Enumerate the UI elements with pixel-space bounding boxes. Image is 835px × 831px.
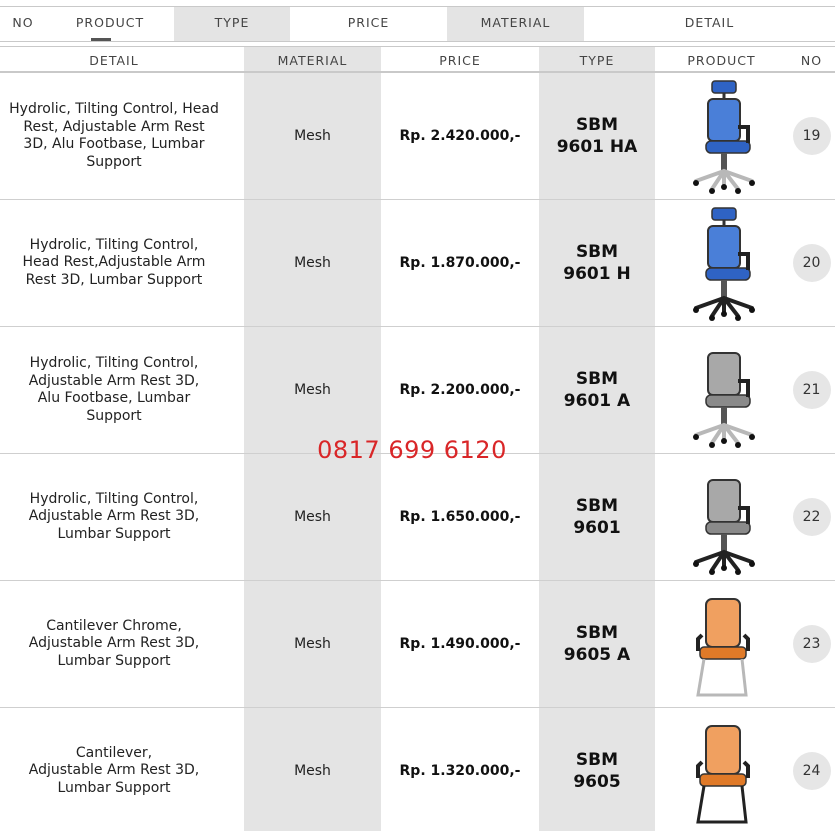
chair-caster (693, 434, 699, 440)
no-cell (788, 200, 835, 326)
detail-cell (0, 73, 228, 199)
header-type: TYPE (579, 53, 615, 68)
material-cell: Mesh (294, 382, 331, 398)
chair-caster (693, 307, 699, 313)
type-line: 9605 A (563, 645, 631, 665)
chair-gas-lift (721, 534, 727, 552)
detail-line: Cantilever, (75, 744, 153, 761)
chair-caster (735, 442, 741, 448)
no-cell (788, 581, 835, 707)
type-cell (539, 73, 655, 199)
type-cell (539, 708, 655, 831)
row-number-badge: 23 (793, 625, 831, 663)
header-divider-mark (91, 38, 111, 41)
top-header-product: PRODUCT (75, 15, 145, 30)
type-line: SBM (575, 369, 619, 389)
chair-caster (709, 442, 715, 448)
chair-seat (706, 395, 750, 407)
type-line: 9601 H (563, 264, 631, 284)
header-no: NO (800, 53, 823, 68)
price-cell: Rp. 1.490.000,- (399, 636, 521, 652)
product-image-cell (655, 327, 788, 453)
chair-caster (749, 180, 755, 186)
material-cell: Mesh (294, 763, 331, 779)
type-line: SBM (575, 750, 619, 770)
detail-line: Head Rest,Adjustable Arm (22, 254, 206, 271)
office-chair-image (682, 585, 762, 703)
material-cell: Mesh (294, 509, 331, 525)
chair-caster (709, 188, 715, 194)
detail-line: Hydrolic, Tilting Control, (29, 490, 199, 507)
chair-back (706, 726, 740, 774)
product-image-cell (655, 454, 788, 580)
type-line: 9601 A (563, 391, 631, 411)
detail-line: Adjustable Arm Rest 3D, (28, 762, 200, 779)
product-image-cell (655, 200, 788, 326)
price-cell: Rp. 1.650.000,- (399, 509, 521, 525)
chair-caster (693, 180, 699, 186)
header-price: PRICE (439, 53, 481, 68)
detail-line: Lumbar Support (57, 525, 171, 542)
type-line: SBM (575, 623, 619, 643)
material-cell: Mesh (294, 255, 331, 271)
type-line: SBM (575, 496, 619, 516)
table-row (0, 454, 835, 581)
material-cell: Mesh (294, 636, 331, 652)
header-material: MATERIAL (277, 53, 348, 68)
phone-watermark: 0817 699 6120 (317, 436, 507, 464)
office-chair-image (682, 77, 762, 195)
chair-seat (700, 647, 746, 659)
detail-text (29, 618, 199, 671)
no-cell (788, 454, 835, 580)
chair-frame (698, 659, 746, 695)
price-cell: Rp. 1.870.000,- (399, 255, 521, 271)
office-chair-image (682, 204, 762, 322)
detail-line: Cantilever Chrome, (46, 617, 182, 634)
detail-line: 3D, Alu Footbase, Lumbar (23, 136, 205, 152)
type-text (573, 495, 620, 539)
chair-caster (735, 315, 741, 321)
detail-text (29, 491, 199, 544)
detail-text (29, 745, 199, 798)
chair-back (708, 226, 740, 268)
no-cell (788, 327, 835, 453)
material-cell: Mesh (294, 128, 331, 144)
chair-caster (749, 307, 755, 313)
detail-line: Alu Footbase, Lumbar Support (37, 390, 191, 424)
detail-line: Support (86, 153, 142, 170)
price-cell: Rp. 1.320.000,- (399, 763, 521, 779)
table-row (0, 200, 835, 327)
chair-headrest (712, 81, 736, 93)
type-line: SBM (575, 242, 619, 262)
detail-line: Hydrolic, Tilting Control, (29, 355, 199, 371)
type-cell (539, 200, 655, 326)
chair-back (708, 353, 740, 395)
type-line: 9605 (573, 772, 621, 792)
detail-text (8, 355, 220, 425)
chair-back (708, 99, 740, 141)
detail-cell (0, 708, 228, 831)
chair-caster (721, 184, 727, 190)
product-image-cell (655, 73, 788, 199)
table-row (0, 327, 835, 454)
row-number-badge: 22 (793, 498, 831, 536)
price-cell: Rp. 2.200.000,- (399, 382, 521, 398)
top-header-price: PRICE (347, 15, 390, 30)
top-header-type: TYPE (174, 7, 290, 41)
table-header (0, 46, 835, 73)
type-text (563, 241, 630, 285)
detail-line: Adjustable Arm Rest 3D, (28, 372, 200, 389)
chair-seat (706, 268, 750, 280)
row-number-badge: 21 (793, 371, 831, 409)
row-number-badge: 24 (793, 752, 831, 790)
row-number-badge: 19 (793, 117, 831, 155)
top-header-detail: DETAIL (684, 15, 735, 30)
top-header-row (0, 6, 835, 42)
chair-back (708, 480, 740, 522)
detail-cell (0, 581, 228, 707)
detail-line: Hydrolic, Tilting Control, Head (9, 101, 219, 117)
type-line: SBM (575, 115, 619, 135)
chair-back (706, 599, 740, 647)
detail-line: Rest 3D, Lumbar Support (25, 271, 203, 288)
chair-caster (693, 561, 699, 567)
type-text (557, 114, 638, 158)
detail-text (23, 237, 206, 290)
product-image-cell (655, 708, 788, 831)
chair-frame (698, 786, 746, 822)
office-chair-image (682, 458, 762, 576)
chair-caster (749, 434, 755, 440)
top-header-material: MATERIAL (447, 7, 584, 41)
type-text (573, 749, 620, 793)
table-row (0, 708, 835, 831)
chair-caster (735, 188, 741, 194)
detail-text (9, 101, 219, 171)
chair-seat (706, 522, 750, 534)
row-number-badge: 20 (793, 244, 831, 282)
table-row (0, 73, 835, 200)
type-line: 9601 HA (556, 137, 638, 157)
detail-line: Lumbar Support (57, 779, 171, 796)
chair-seat (706, 141, 750, 153)
chair-caster (721, 565, 727, 571)
office-chair-image (682, 712, 762, 830)
detail-line: Adjustable Arm Rest 3D, (28, 635, 200, 652)
detail-line: Rest, Adjustable Arm Rest (23, 118, 205, 135)
chair-caster (721, 438, 727, 444)
chair-caster (709, 569, 715, 575)
chair-headrest (712, 208, 736, 220)
office-chair-image (682, 331, 762, 449)
type-cell (539, 454, 655, 580)
detail-cell (0, 454, 228, 580)
price-cell: Rp. 2.420.000,- (399, 128, 521, 144)
type-text (564, 368, 630, 412)
chair-gas-lift (721, 280, 727, 298)
chair-gas-lift (721, 153, 727, 171)
detail-cell (0, 200, 228, 326)
no-cell (788, 708, 835, 831)
detail-cell (0, 327, 228, 453)
header-product: PRODUCT (687, 53, 756, 68)
table-row (0, 581, 835, 708)
chair-caster (749, 561, 755, 567)
header-detail: DETAIL (89, 53, 139, 68)
chair-caster (709, 315, 715, 321)
detail-line: Lumbar Support (57, 652, 171, 669)
type-cell (539, 327, 655, 453)
type-line: 9601 (573, 518, 621, 538)
chair-gas-lift (721, 407, 727, 425)
no-cell (788, 73, 835, 199)
chair-caster (735, 569, 741, 575)
type-text (564, 622, 630, 666)
product-image-cell (655, 581, 788, 707)
chair-caster (721, 311, 727, 317)
type-cell (539, 581, 655, 707)
chair-seat (700, 774, 746, 786)
detail-line: Adjustable Arm Rest 3D, (28, 508, 200, 525)
top-header-no: NO (12, 15, 34, 30)
detail-line: Hydrolic, Tilting Control, (29, 236, 199, 253)
